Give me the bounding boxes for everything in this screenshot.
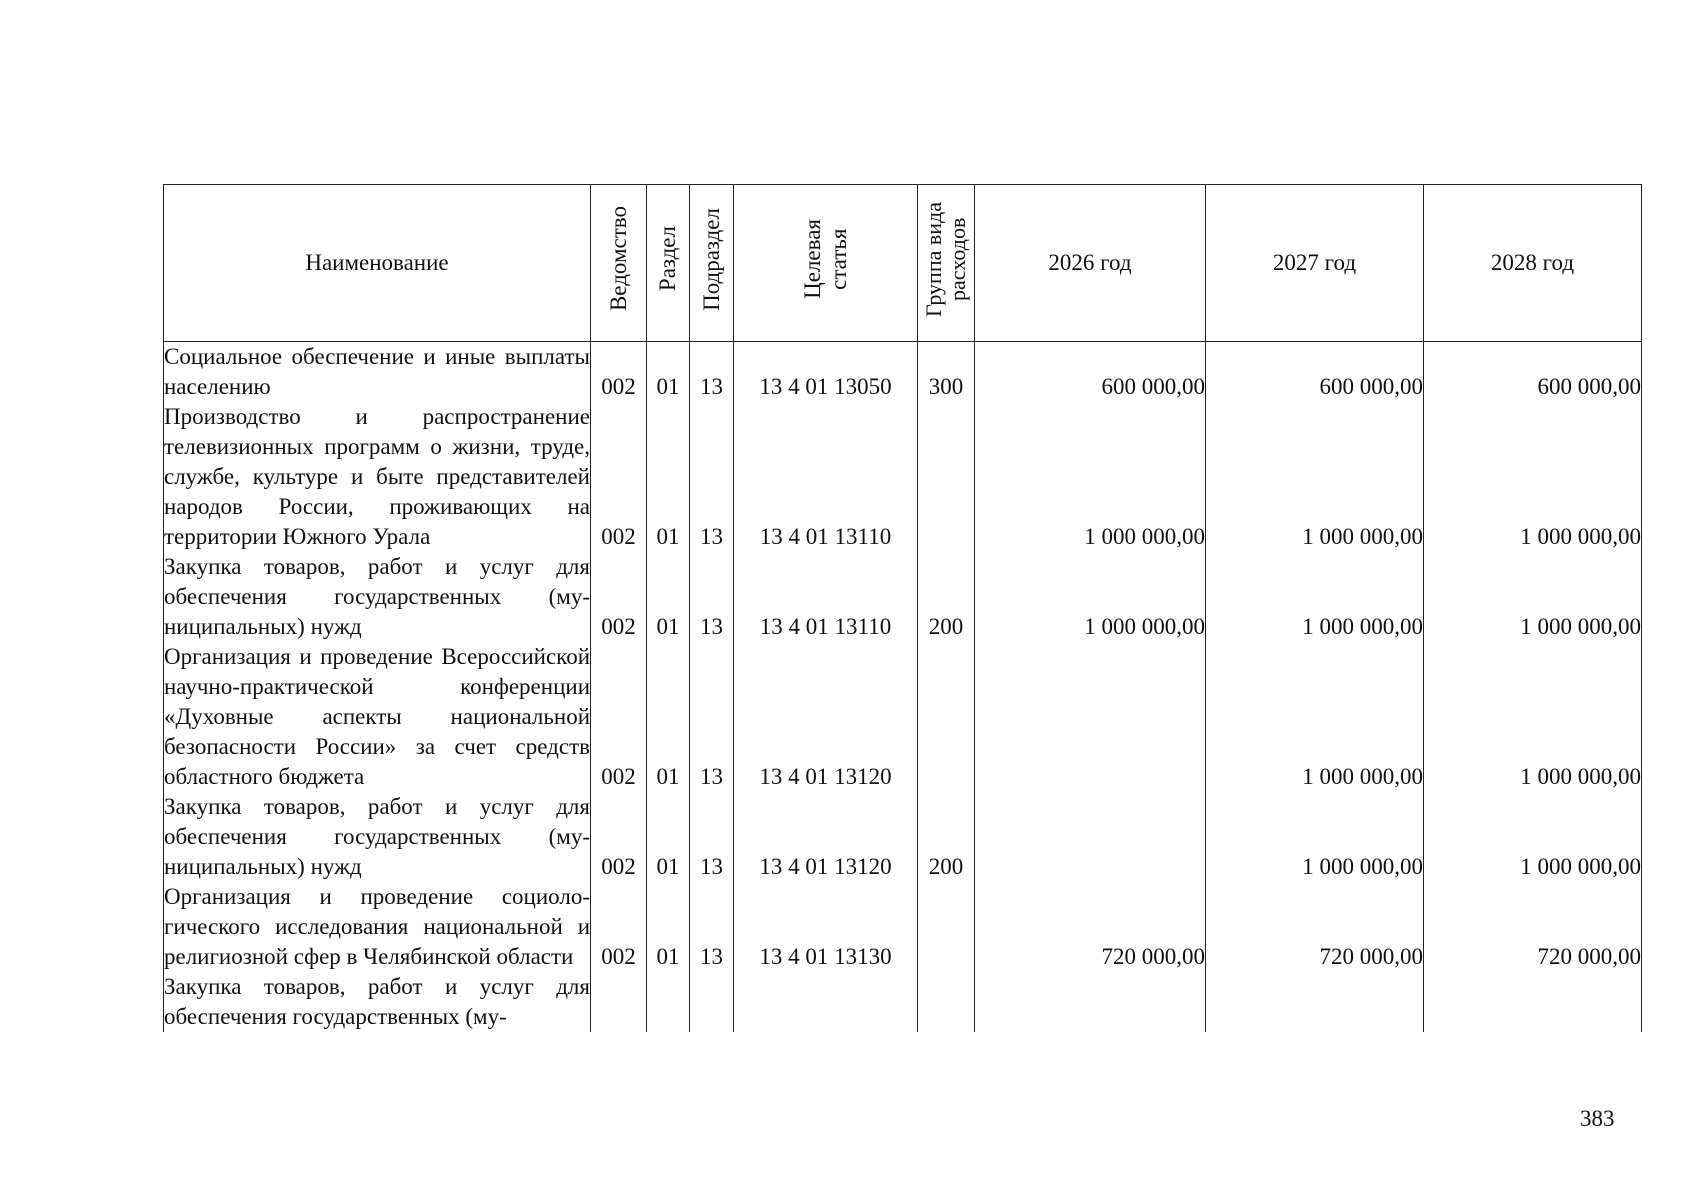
row-amount-2028: 1 000 000,00 (1424, 552, 1642, 642)
row-target: 13 4 01 13110 (734, 552, 918, 642)
row-name: Закупка товаров, работ и услуг для обеспечения государственных (му- (164, 972, 591, 1032)
table-row (164, 552, 1642, 642)
row-section: 01 (647, 642, 690, 792)
row-group (918, 642, 975, 792)
header-target: Целевая статья (734, 185, 918, 342)
row-section: 01 (647, 402, 690, 552)
row-department: 002 (591, 642, 647, 792)
row-department: 002 (591, 792, 647, 882)
row-amount-2026: 600 000,00 (975, 342, 1206, 403)
row-subsection: 13 (690, 552, 734, 642)
row-target: 13 4 01 13130 (734, 882, 918, 972)
row-amount-2028 (1424, 972, 1642, 1032)
table-row (164, 792, 1642, 882)
header-subsection: Подраздел (690, 185, 734, 342)
row-amount-2026 (975, 972, 1206, 1032)
row-subsection: 13 (690, 342, 734, 403)
table-row (164, 642, 1642, 792)
row-amount-2028: 600 000,00 (1424, 342, 1642, 403)
row-target (734, 972, 918, 1032)
row-amount-2026 (975, 792, 1206, 882)
row-subsection: 13 (690, 402, 734, 552)
row-section: 01 (647, 792, 690, 882)
row-section: 01 (647, 882, 690, 972)
table-row (164, 402, 1642, 552)
row-amount-2028: 1 000 000,00 (1424, 642, 1642, 792)
row-name: Организация и проведение социологического исследования национальной и религиозной сфер в Челябинской области (164, 882, 591, 972)
header-expense-group: Группа вида расходов (918, 185, 975, 342)
row-name: Закупка товаров, работ и услуг для обеспечения государственных (муниципальных) нужд (164, 552, 591, 642)
budget-sheet (163, 184, 1641, 1096)
row-amount-2027: 1 000 000,00 (1206, 402, 1424, 552)
row-amount-2027: 1 000 000,00 (1206, 552, 1424, 642)
table-row-partial (164, 972, 1642, 1032)
header-name: Наименование (164, 185, 591, 342)
table-row (164, 342, 1642, 403)
row-department: 002 (591, 552, 647, 642)
row-section: 01 (647, 342, 690, 403)
row-amount-2027: 600 000,00 (1206, 342, 1424, 403)
header-year-2027: 2027 год (1206, 185, 1424, 342)
row-amount-2027: 1 000 000,00 (1206, 792, 1424, 882)
row-subsection: 13 (690, 642, 734, 792)
table-row (164, 882, 1642, 972)
row-group: 300 (918, 342, 975, 403)
row-department: 002 (591, 402, 647, 552)
row-amount-2028: 720 000,00 (1424, 882, 1642, 972)
row-subsection: 13 (690, 882, 734, 972)
row-group: 200 (918, 552, 975, 642)
row-amount-2027 (1206, 972, 1424, 1032)
row-amount-2026 (975, 642, 1206, 792)
budget-table (163, 184, 1642, 1032)
row-group (918, 402, 975, 552)
header-section: Раздел (647, 185, 690, 342)
row-target: 13 4 01 13050 (734, 342, 918, 403)
row-amount-2026: 1 000 000,00 (975, 402, 1206, 552)
header-year-2026: 2026 год (975, 185, 1206, 342)
row-target: 13 4 01 13120 (734, 792, 918, 882)
header-year-2028: 2028 год (1424, 185, 1642, 342)
row-department: 002 (591, 882, 647, 972)
row-amount-2026: 1 000 000,00 (975, 552, 1206, 642)
row-department: 002 (591, 342, 647, 403)
row-amount-2027: 1 000 000,00 (1206, 642, 1424, 792)
row-amount-2028: 1 000 000,00 (1424, 402, 1642, 552)
row-section (647, 972, 690, 1032)
row-group (918, 972, 975, 1032)
row-name: Социальное обеспечение и иные выплаты населению (164, 342, 591, 403)
header-row (164, 185, 1642, 342)
row-amount-2026: 720 000,00 (975, 882, 1206, 972)
row-subsection: 13 (690, 792, 734, 882)
row-target: 13 4 01 13120 (734, 642, 918, 792)
page-number: 383 (1580, 1106, 1615, 1131)
row-amount-2028: 1 000 000,00 (1424, 792, 1642, 882)
row-name: Закупка товаров, работ и услуг для обеспечения государственных (муниципальных) нужд (164, 792, 591, 882)
row-subsection (690, 972, 734, 1032)
row-group: 200 (918, 792, 975, 882)
row-department (591, 972, 647, 1032)
row-amount-2027: 720 000,00 (1206, 882, 1424, 972)
row-name: Организация и проведение Всероссийской научно-практической конференции «Духовные аспекты национальной безопасности России» за счет средств областного бюджета (164, 642, 591, 792)
row-target: 13 4 01 13110 (734, 402, 918, 552)
row-section: 01 (647, 552, 690, 642)
row-name: Производство и распространение телевизионных программ о жизни, труде, службе, культуре и быте представителей народов России, проживающих на территории Южного Урала (164, 402, 591, 552)
header-department: Ведомство (591, 185, 647, 342)
row-group (918, 882, 975, 972)
